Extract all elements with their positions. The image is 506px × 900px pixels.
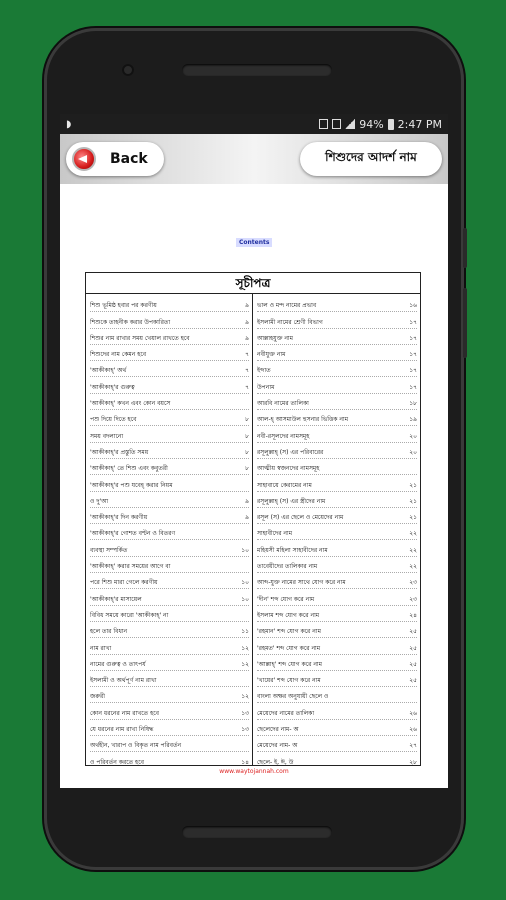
- toc-item-page: ১৭: [409, 383, 417, 391]
- toc-item-text: শিশুকে তাহনীক করার উপকারিতা: [90, 318, 171, 326]
- toc-item-page: ১০: [241, 546, 249, 554]
- toc-item-text: শিশুদের নাম কেমন হবে: [90, 351, 147, 359]
- toc-item-text: রসূল (স) এর ছেলে ও মেয়েদের নাম: [257, 514, 344, 522]
- toc-item[interactable]: [257, 492, 417, 508]
- toc-item-text: আরবি নামের তালিকা: [257, 400, 309, 408]
- contents-label: Contents: [236, 238, 272, 247]
- toc-item-page: ২৩: [409, 579, 417, 587]
- toc-item-page: ২৩: [409, 595, 417, 603]
- toc-item[interactable]: [90, 426, 249, 442]
- toc-item-text: 'আকীকাহ্' করার সময়ের আগে বা: [90, 563, 171, 571]
- toc-item[interactable]: [257, 296, 417, 312]
- toc-item-page: ৮: [245, 432, 249, 440]
- toc-item[interactable]: [257, 312, 417, 328]
- toc-item-text: বিবিধ সময়ে কারো 'আকীকাহ্' না: [90, 611, 169, 619]
- notification-icon: ◗: [66, 118, 72, 130]
- signal-icon: [345, 119, 355, 129]
- toc-item-text: হলে তার বিধান: [90, 628, 128, 636]
- toc-item[interactable]: [257, 638, 417, 654]
- toc-item[interactable]: [257, 410, 417, 426]
- toc-item-text: রসূলুল্লাহ্ (স) এর স্ত্রীদের নাম: [257, 497, 326, 505]
- toc-item[interactable]: [90, 540, 249, 556]
- earpiece-speaker: [182, 64, 332, 76]
- toc-item-page: ১৩: [241, 726, 249, 734]
- toc-item[interactable]: [90, 573, 249, 589]
- toc-item-text: সাহাবায়ে কেরামের নাম: [257, 481, 312, 489]
- toc-item[interactable]: [257, 361, 417, 377]
- toc-right-column: [253, 294, 420, 766]
- toc-item[interactable]: [257, 540, 417, 556]
- back-label: Back: [110, 151, 148, 167]
- toc-item[interactable]: [257, 345, 417, 361]
- toc-item-page: ২২: [409, 563, 417, 571]
- toc-item-text: 'দীন' শব্দ যোগ করে নাম: [257, 595, 315, 603]
- toc-item-page: ৭: [245, 351, 249, 359]
- toc-item[interactable]: [90, 443, 249, 459]
- toc-item-page: ২২: [409, 546, 417, 554]
- toc-item[interactable]: [90, 377, 249, 393]
- toc-item[interactable]: [257, 622, 417, 638]
- toc-item-text: সময় বদলানো: [90, 432, 124, 440]
- toc-item-text: অর্থহীন, খারাপ ও বিকৃত নাম পরিবর্তন: [90, 742, 182, 750]
- footer-url[interactable]: www.waytojannah.com: [219, 768, 289, 775]
- nfc-icon: [319, 119, 328, 129]
- toc-item-text: ইসলামী নামের শ্রেণী বিভাগ: [257, 318, 323, 326]
- toc-item-text: আল-হ্ আসমাউল হুসনার ভিত্তিক নাম: [257, 416, 349, 424]
- toc-item-page: ২৫: [409, 644, 417, 652]
- power-button: [463, 228, 467, 268]
- toc-item-text: যে ধরনের নাম রাখা নিষিদ্ধ: [90, 726, 154, 734]
- toc-item[interactable]: [257, 736, 417, 752]
- toc-item-page: ৭: [245, 367, 249, 375]
- toc-item-text: 'আকীকাহ্'র পশু যবেহ্ করার নিয়ম: [90, 481, 173, 489]
- toc-item[interactable]: [90, 296, 249, 312]
- toc-item[interactable]: [257, 459, 417, 475]
- toc-item-page: ৮: [245, 448, 249, 456]
- toc-item-page: ১৭: [409, 318, 417, 326]
- toc-item-page: ৯: [245, 334, 249, 342]
- toc-item-text: মহিয়সী মহিলা সাহাবীদের নাম: [257, 546, 328, 554]
- toc-item-text: ও দু'আ: [90, 497, 109, 505]
- toc-item-page: ২৫: [409, 628, 417, 636]
- toc-item-page: ২৪: [409, 611, 417, 619]
- toc-item-text: ইব্দাত: [257, 367, 271, 375]
- toc-item[interactable]: [257, 752, 417, 766]
- toc-item[interactable]: [257, 394, 417, 410]
- toc-item-text: নবী-রসূলদের নামসমূহ: [257, 432, 310, 440]
- toc-item-page: ২৬: [409, 726, 417, 734]
- toc-item[interactable]: [257, 687, 417, 703]
- toc-item[interactable]: [90, 655, 249, 671]
- toc-item-page: ১৪: [241, 758, 249, 766]
- toc-item[interactable]: [257, 589, 417, 605]
- toc-item-text: 'আল্লাহ্' শব্দ যোগ করে নাম: [257, 660, 322, 668]
- toc-item-page: ২৫: [409, 677, 417, 685]
- toc-item[interactable]: [257, 671, 417, 687]
- toc-item-text: জরুরী: [90, 693, 105, 701]
- bottom-speaker: [182, 826, 332, 838]
- toc-item-page: ১০: [241, 595, 249, 603]
- clock: 2:47 PM: [397, 117, 442, 131]
- page-title: শিশুদের আদর্শ নাম: [300, 142, 442, 176]
- toc-item[interactable]: [90, 459, 249, 475]
- toc-item-text: ও পরিবর্তন করতে হবে: [90, 758, 144, 766]
- toc-item[interactable]: [257, 508, 417, 524]
- toc-item[interactable]: [90, 524, 249, 540]
- toc-item-text: সাহাবীদের নাম: [257, 530, 293, 538]
- toc-item[interactable]: [90, 622, 249, 638]
- toc-item[interactable]: [90, 736, 249, 752]
- phone-frame: [44, 28, 464, 870]
- toc-item-text: পশু দিয়ে দিতে হবে: [90, 416, 137, 424]
- toc-item-page: ১৭: [409, 334, 417, 342]
- toc-item-text: রসূলুল্লাহ্ (স) এর পরিবারের: [257, 448, 324, 456]
- battery-icon: [388, 119, 394, 130]
- toc-item[interactable]: [90, 508, 249, 524]
- toc-item-page: ১২: [241, 644, 249, 652]
- screen: [60, 114, 448, 788]
- toc-item[interactable]: [257, 329, 417, 345]
- battery-percent: 94%: [359, 117, 384, 131]
- toc-item[interactable]: [90, 671, 249, 687]
- toc-item-text: 'আকীকাহ্' কখন এবং কোন বয়সে: [90, 400, 171, 408]
- toc-item-page: ২৭: [409, 742, 417, 750]
- toc-item-page: ১৭: [409, 367, 417, 375]
- toc-item[interactable]: [90, 557, 249, 573]
- toc-item[interactable]: [90, 475, 249, 491]
- toc-item-text: মেয়েদের নাম- অ: [257, 742, 298, 750]
- toc-item[interactable]: [257, 524, 417, 540]
- front-camera: [122, 64, 134, 76]
- toc-item-text: কোন ধরনের নাম রাখতে হবে: [90, 709, 159, 717]
- toc-item[interactable]: [90, 606, 249, 622]
- toc-item-page: ১২: [241, 693, 249, 701]
- toc-item-page: ৭: [245, 383, 249, 391]
- toc-item-text: ইসলামী ও অর্থপূর্ণ নাম রাখা: [90, 677, 157, 685]
- toc-item[interactable]: [257, 557, 417, 573]
- toc-item-page: ৯: [245, 302, 249, 310]
- toc-item[interactable]: [90, 329, 249, 345]
- toc-item-text: তাবেয়ীদের তালিকার নাম: [257, 563, 318, 571]
- toc-item-text: 'আকীকাহ্' অর্থ: [90, 367, 127, 375]
- toc-item[interactable]: [257, 573, 417, 589]
- table-of-contents: [85, 272, 421, 766]
- toc-item-page: ১৮: [409, 400, 417, 408]
- toc-item-text: 'আকীকাহ্'র দিন করণীয়: [90, 514, 148, 522]
- toc-item[interactable]: [90, 720, 249, 736]
- toc-left-column: [86, 294, 253, 766]
- toc-item-page: ৮: [245, 416, 249, 424]
- toc-item-text: 'আকীকাহ্'র মাসায়েল: [90, 595, 142, 603]
- status-bar: [60, 114, 448, 134]
- toc-item[interactable]: [90, 492, 249, 508]
- toc-item-text: 'আকীকাহ্'র গোশত বণ্টন ও বিতরণ: [90, 530, 176, 538]
- toc-item-page: ৯: [245, 318, 249, 326]
- toc-item-page: ১৬: [409, 302, 417, 310]
- toc-item-text: বাংলা অক্ষর অনুযায়ী ছেলে ও: [257, 693, 329, 701]
- toc-item-text: ছেলেদের নাম- অ: [257, 726, 299, 734]
- back-arrow-icon: [72, 147, 96, 171]
- toc-item[interactable]: [90, 410, 249, 426]
- toc-item-text: 'আকীকাহ্'র প্রস্তুতি সময়: [90, 448, 149, 456]
- toc-item[interactable]: [257, 703, 417, 719]
- toc-item[interactable]: [90, 703, 249, 719]
- toc-item-page: ২০: [409, 448, 417, 456]
- toc-title: সূচীপত্র: [86, 273, 420, 294]
- toc-item[interactable]: [257, 377, 417, 393]
- toc-item-text: ভাল ও মন্দ নামের প্রভাব: [257, 302, 317, 310]
- toc-item-text: 'আকীকাহ্'র গুরুত্ব: [90, 383, 135, 391]
- toc-item-text: নবীযুক্ত নাম: [257, 351, 286, 359]
- toc-item[interactable]: [90, 687, 249, 703]
- toc-item-text: শিশুর নাম রাখার সময় খেয়াল রাখতে হবে: [90, 334, 190, 342]
- toc-item-page: ২১: [409, 497, 417, 505]
- toc-item-text: 'রহমত' শব্দ যোগ করে নাম: [257, 644, 321, 652]
- toc-item-page: ২২: [409, 530, 417, 538]
- back-button[interactable]: [66, 142, 164, 176]
- toc-item-page: ২১: [409, 514, 417, 522]
- volume-button: [463, 288, 467, 358]
- toc-item-page: ২৮: [409, 758, 417, 766]
- toc-item[interactable]: [257, 720, 417, 736]
- toc-item-text: 'রহমান' শব্দ যোগ করে নাম: [257, 628, 321, 636]
- toc-item-page: ২১: [409, 481, 417, 489]
- toc-item-page: ২৫: [409, 660, 417, 668]
- toc-item-page: ১৩: [241, 709, 249, 717]
- toc-item-page: ১০: [241, 579, 249, 587]
- vibrate-icon: [332, 119, 341, 129]
- toc-item-page: ১২: [241, 660, 249, 668]
- toc-item-text: 'খায়ের' শব্দ যোগ করে নাম: [257, 677, 321, 685]
- toc-item-text: ইসলাম শব্দ যোগ করে নাম: [257, 611, 320, 619]
- toc-item-text: পরে শিশু মারা গেলে করণীয়: [90, 579, 158, 587]
- toc-item-page: ১৭: [409, 351, 417, 359]
- toc-item[interactable]: [257, 655, 417, 671]
- toc-item-page: ২০: [409, 432, 417, 440]
- toc-item-page: ১৯: [409, 416, 417, 424]
- toc-item-text: ব্যবস্থা সম্পর্কিত: [90, 546, 128, 554]
- toc-item-page: ১১: [241, 628, 249, 636]
- toc-item-text: ছেলে- ই, ঈ, উ: [257, 758, 294, 766]
- toc-item-text: শিশু ভূমিষ্ঠ হবার পর করণীয়: [90, 302, 157, 310]
- toc-item-text: 'আকীকাহ্' তে শিশু এবং কবুতরী: [90, 465, 168, 473]
- toc-item-text: আব্দ-যুক্ত নামের সাথে যোগ করে নাম: [257, 579, 346, 587]
- toc-item[interactable]: [90, 589, 249, 605]
- toc-item[interactable]: [90, 638, 249, 654]
- app-bar: [60, 134, 448, 184]
- toc-item-text: নাম রাখা: [90, 644, 112, 652]
- toc-item-text: নামের গুরুত্ব ও তাৎপর্য: [90, 660, 146, 668]
- toc-item-page: ৮: [245, 465, 249, 473]
- toc-item[interactable]: [257, 426, 417, 442]
- toc-item-text: আল্লাহযুক্ত নাম: [257, 334, 294, 342]
- toc-item-page: ৯: [245, 514, 249, 522]
- toc-item[interactable]: [90, 752, 249, 766]
- toc-item[interactable]: [90, 394, 249, 410]
- toc-item-text: আত্মীয় স্বজনদের নামসমূহ: [257, 465, 320, 473]
- toc-item-page: ৯: [245, 497, 249, 505]
- toc-item[interactable]: [90, 312, 249, 328]
- toc-item[interactable]: [257, 606, 417, 622]
- toc-item-text: উপনাম: [257, 383, 275, 391]
- toc-item[interactable]: [90, 345, 249, 361]
- toc-item-page: ২৬: [409, 709, 417, 717]
- toc-item[interactable]: [257, 475, 417, 491]
- toc-item[interactable]: [257, 443, 417, 459]
- toc-item[interactable]: [90, 361, 249, 377]
- toc-item-text: মেয়েদের নামের তালিকা: [257, 709, 315, 717]
